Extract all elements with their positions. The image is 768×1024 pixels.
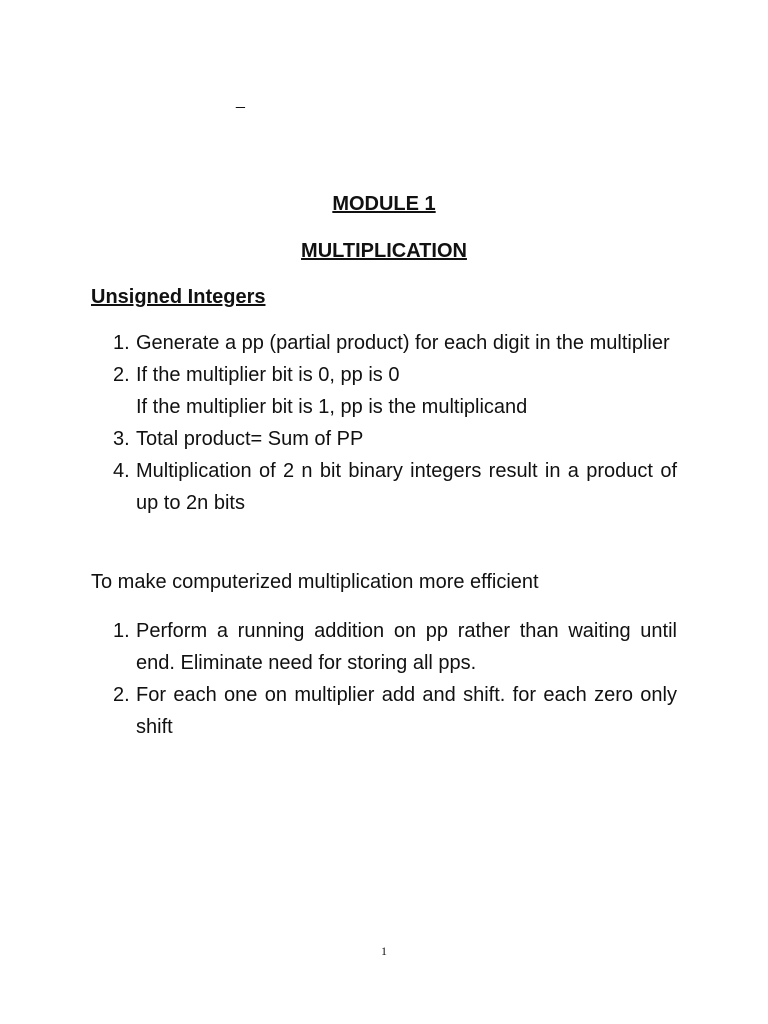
- subject-title: MULTIPLICATION: [301, 240, 467, 262]
- list-item: [91, 679, 677, 743]
- list-item: [91, 359, 677, 423]
- list-item-number: 2.: [113, 364, 130, 386]
- list-item-text: For each one on multiplier add and shift. for each zero only shift: [136, 684, 677, 738]
- list-item-text: Multiplication of 2 n bit binary integers result in a product of up to 2n bits: [136, 460, 677, 514]
- list-item-continuation: If the multiplier bit is 1, pp is the multiplicand: [136, 396, 528, 418]
- list-item-number: 2.: [113, 684, 130, 706]
- list-item-number: 4.: [113, 460, 130, 482]
- stray-underscore-mark: _: [236, 92, 245, 109]
- list-item-text: If the multiplier bit is 0, pp is 0: [136, 364, 400, 386]
- list-item-text: Total product= Sum of PP: [136, 428, 364, 450]
- list-item: [91, 423, 677, 455]
- efficiency-paragraph: To make computerized multiplication more efficient: [91, 571, 539, 593]
- unsigned-steps-list: [91, 327, 677, 519]
- section-heading: Unsigned Integers: [91, 286, 266, 308]
- module-title: MODULE 1: [332, 193, 436, 215]
- list-item-text: Perform a running addition on pp rather than waiting until end. Eliminate need for storing all pps.: [136, 620, 677, 674]
- page-number: 1: [381, 944, 387, 958]
- list-item-number: 1.: [113, 332, 130, 354]
- list-item: [91, 615, 677, 679]
- list-item: [91, 455, 677, 519]
- list-item: [91, 327, 677, 359]
- list-item-text: Generate a pp (partial product) for each digit in the multiplier: [136, 332, 670, 354]
- list-item-number: 1.: [113, 620, 130, 642]
- list-item-number: 3.: [113, 428, 130, 450]
- efficiency-steps-list: [91, 615, 677, 743]
